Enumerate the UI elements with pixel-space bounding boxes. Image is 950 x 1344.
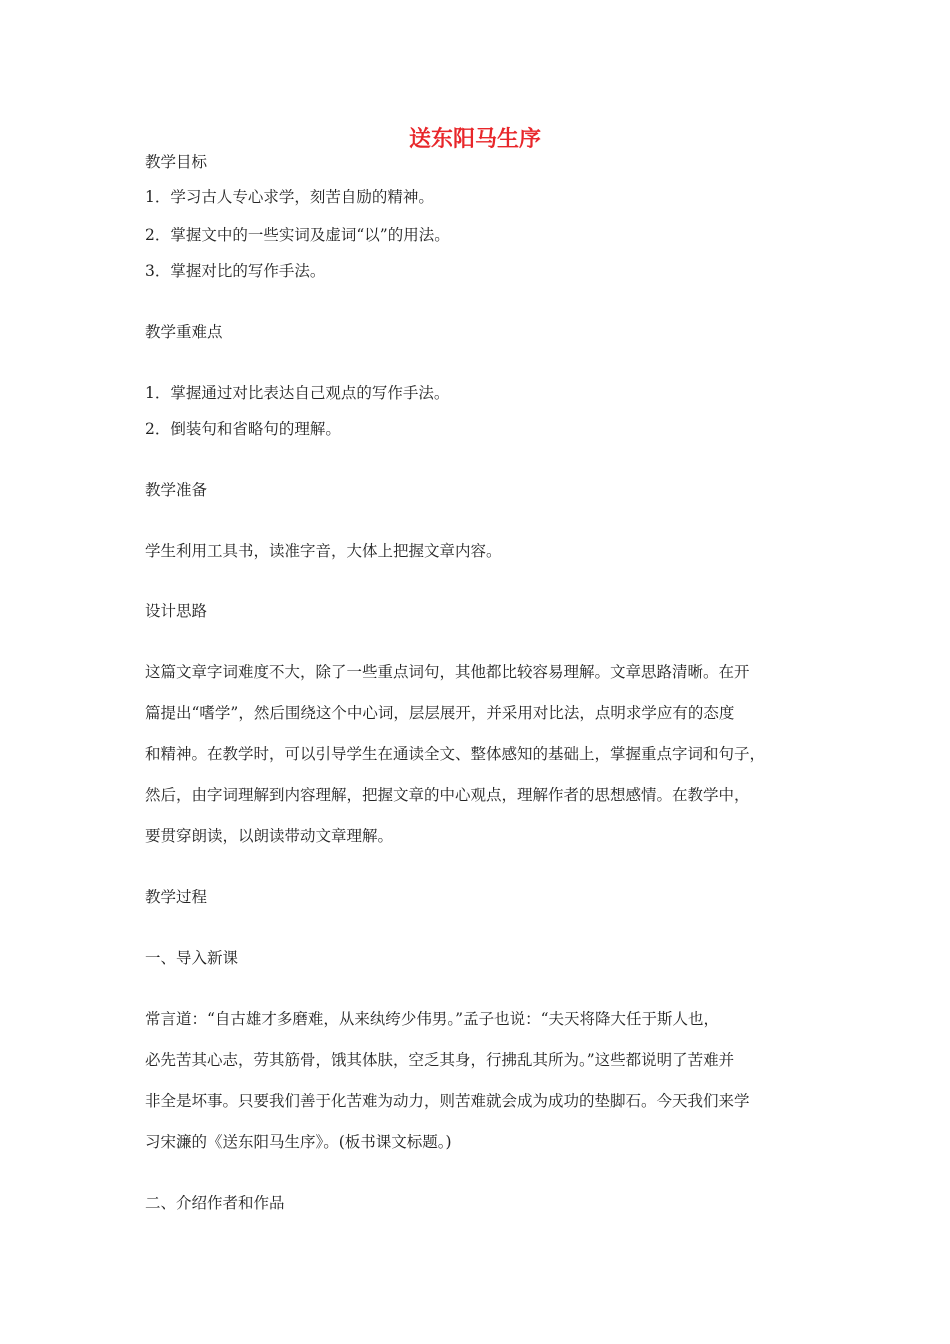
design-line: 要贯穿朗读，以朗读带动文章理解。 <box>145 827 394 845</box>
design-heading: 设计思路 <box>145 602 208 620</box>
step1-line: 常言道：“自古雄才多磨难，从来纨绔少伟男。”孟子也说：“夫天将降大任于斯人也， <box>145 1010 720 1028</box>
process-heading: 教学过程 <box>145 888 208 906</box>
key-point-item: 2．倒装句和省略句的理解。 <box>145 420 341 438</box>
design-line: 这篇文章字词难度不大，除了一些重点词句，其他都比较容易理解。文章思路清晰。在开 <box>145 663 750 681</box>
objective-item: 3．掌握对比的写作手法。 <box>145 262 326 280</box>
key-point-item: 1．掌握通过对比表达自己观点的写作手法。 <box>145 384 450 402</box>
step1-line: 习宋濂的《送东阳马生序》。(板书课文标题。) <box>145 1133 452 1151</box>
preparation-heading: 教学准备 <box>145 481 208 499</box>
design-line: 然后，由字词理解到内容理解，把握文章的中心观点，理解作者的思想感情。在教学中， <box>145 786 750 804</box>
step1-line: 非全是坏事。只要我们善于化苦难为动力，则苦难就会成为成功的垫脚石。今天我们来学 <box>145 1092 750 1110</box>
preparation-text: 学生利用工具书，读准字音，大体上把握文章内容。 <box>145 542 502 560</box>
step1-line: 必先苦其心志，劳其筋骨，饿其体肤，空乏其身，行拂乱其所为。”这些都说明了苦难并 <box>145 1051 735 1069</box>
design-line: 篇提出“嗜学”，然后围绕这个中心词，层层展开，并采用对比法，点明求学应有的态度 <box>145 704 735 722</box>
key-points-heading: 教学重难点 <box>145 323 223 341</box>
step1-heading: 一、导入新课 <box>145 949 239 967</box>
objective-item: 2．掌握文中的一些实词及虚词“以”的用法。 <box>145 226 450 244</box>
step2-heading: 二、介绍作者和作品 <box>145 1194 285 1212</box>
design-line: 和精神。在教学时，可以引导学生在通读全文、整体感知的基础上，掌握重点字词和句子， <box>145 745 766 763</box>
document-title: 送东阳马生序 <box>408 127 541 152</box>
objectives-heading: 教学目标 <box>145 153 208 171</box>
objective-item: 1．学习古人专心求学，刻苦自励的精神。 <box>145 188 434 206</box>
